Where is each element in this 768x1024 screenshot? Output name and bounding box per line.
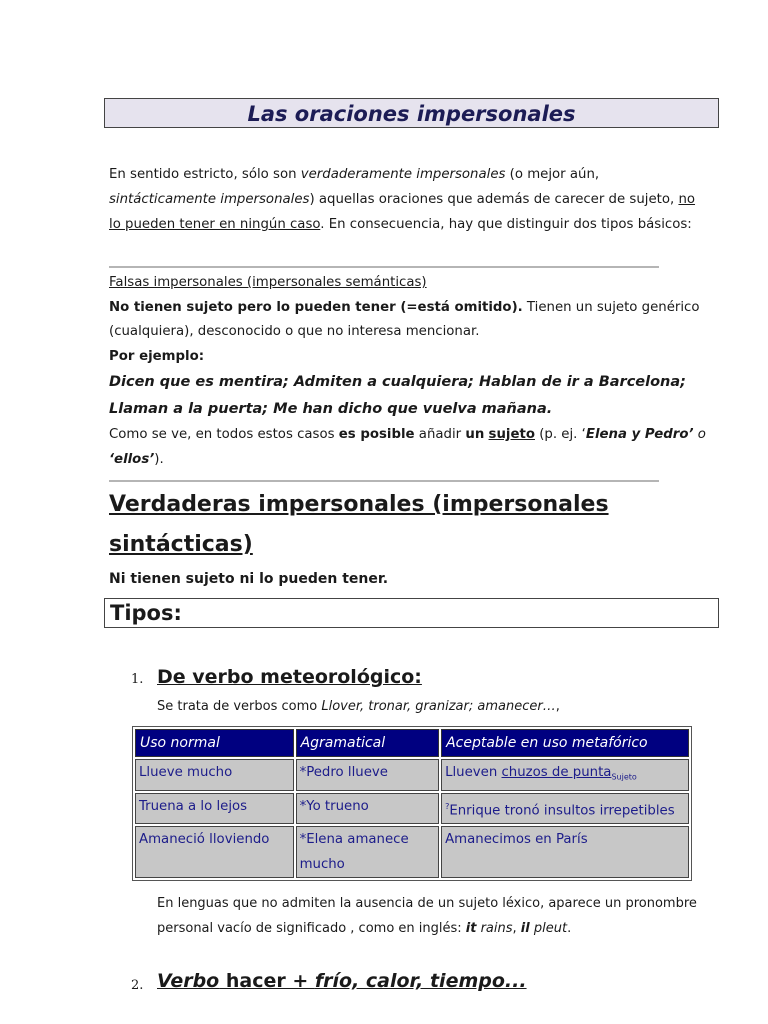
comment-text: añadir [414, 427, 466, 442]
comment-bold-italic: Elena y Pedro’ [585, 427, 694, 442]
falsas-bold: No tienen sujeto pero lo pueden tener (=está omitido). [109, 299, 523, 315]
footer-bold-italic: il [520, 921, 530, 936]
comment-text: Como se ve, en todos estos casos [109, 427, 339, 442]
footer-bold-italic: it [465, 921, 477, 936]
falsas-examples: Dicen que es mentira; Admiten a cualquiera; Hablan de ir a Barcelona; Llaman a la puerta; Me han dicho que vuelva mañana. [109, 374, 686, 417]
table-cell: Llueve mucho [135, 759, 294, 791]
list-number: 1. [131, 672, 144, 687]
divider [109, 266, 659, 268]
item-heading: De verbo meteorológico: [157, 666, 422, 688]
footer-text: , [512, 921, 521, 936]
table-cell: Truena a lo lejos [135, 793, 294, 824]
desc-italic: Llover, tronar, granizar; amanecer… [321, 699, 556, 714]
table-header: Agramatical [296, 729, 440, 757]
falsas-rest: Tienen un sujeto genérico (cualquiera), desconocido o que no interesa mencionar. [109, 299, 700, 339]
list-number: 2. [131, 978, 144, 993]
cell-subscript: Sujeto [611, 772, 637, 782]
table-row [135, 826, 689, 878]
heading-italic: frío, calor, tiempo... [314, 970, 527, 992]
table-header-row [135, 729, 689, 757]
cell-text: Llueven [445, 765, 502, 780]
comment-italic: o [693, 427, 706, 442]
table-cell [441, 759, 689, 791]
cell-superscript: ? [445, 801, 450, 811]
page-title: Las oraciones impersonales [104, 98, 719, 128]
desc-text: , [555, 699, 560, 714]
falsas-heading: Falsas impersonales (impersonales semánticas) [109, 275, 427, 290]
item-description [157, 694, 717, 719]
comment-bold-italic: ‘ellos’ [109, 451, 155, 467]
footer-italic: rains [476, 921, 513, 936]
heading-italic: Verbo [157, 970, 220, 992]
comment-text: (p. ej. ‘ [534, 427, 586, 442]
tipos-heading: Tipos: [104, 598, 719, 628]
intro-text: (o mejor aún, [505, 167, 600, 182]
footer-text: . [567, 921, 572, 936]
verdaderas-heading: Verdaderas impersonales (impersonales sintácticas) [109, 492, 609, 557]
heading-text: hacer + [219, 970, 315, 992]
falsas-definition [109, 296, 709, 345]
intro-italic: verdaderamente impersonales [300, 167, 506, 182]
table-cell: Amaneció lloviendo [135, 826, 294, 878]
cell-text: Enrique tronó insultos irrepetibles [449, 803, 675, 819]
verbs-table [132, 726, 692, 881]
cell-underline: chuzos de punta [501, 765, 612, 780]
intro-text: . En consecuencia, hay que distinguir dos tipos básicos: [320, 217, 692, 232]
table-cell: *Elena amanece mucho [296, 826, 440, 878]
footer-paragraph [157, 891, 717, 941]
intro-underline: no lo pueden tener en ningún caso [109, 192, 696, 232]
table-row [135, 793, 689, 824]
comment-bold: un [465, 427, 485, 442]
desc-text: Se trata de verbos como [157, 699, 322, 714]
intro-text: ) aquellas oraciones que además de carecer de sujeto, [309, 192, 679, 207]
table-cell: *Pedro llueve [296, 759, 440, 791]
table-header: Aceptable en uso metafórico [441, 729, 689, 757]
table-cell [441, 793, 689, 824]
por-ejemplo-label: Por ejemplo: [109, 348, 205, 364]
footer-italic: pleut [529, 921, 568, 936]
intro-text: En sentido estricto, sólo son [109, 167, 301, 182]
table-header: Uso normal [135, 729, 294, 757]
falsas-section [109, 271, 709, 472]
item-heading [157, 970, 527, 992]
table-cell: *Yo trueno [296, 793, 440, 824]
divider [109, 480, 659, 482]
comment-bold-underline: sujeto [488, 427, 535, 442]
table-cell: Amanecimos en París [441, 826, 689, 878]
intro-italic: sintácticamente impersonales [109, 192, 310, 207]
comment-bold: es posible [338, 427, 415, 442]
verdaderas-subtitle: Ni tienen sujeto ni lo pueden tener. [109, 571, 389, 587]
intro-paragraph [109, 162, 709, 237]
table-row [135, 759, 689, 791]
footer-text: En lenguas que no admiten la ausencia de un sujeto léxico, aparece un pronombre personal vacío de significado , como en inglés: [157, 896, 697, 936]
comment-text: ). [154, 451, 164, 467]
falsas-comment [109, 423, 709, 472]
